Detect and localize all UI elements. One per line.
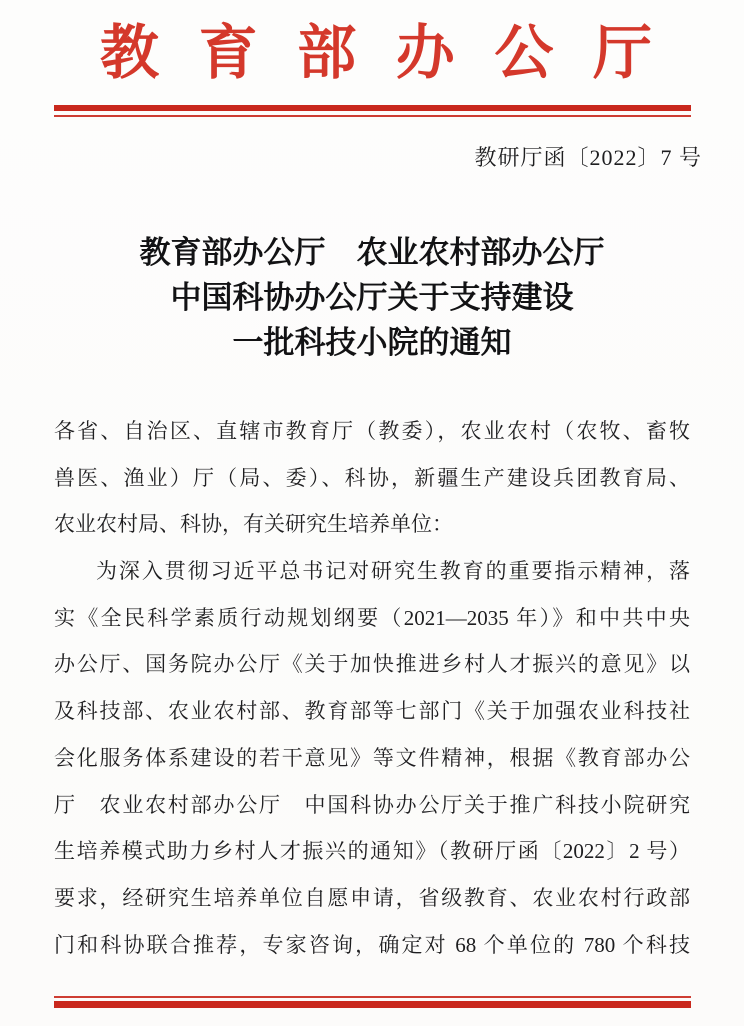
document-body <box>54 408 690 968</box>
body-line-3: 办公厅、国务院办公厅《关于加快推进乡村人才振兴的意见》以 <box>54 652 690 677</box>
notice-title-line-1: 教育部办公厅 农业农村部办公厅 <box>139 235 605 270</box>
footer-divider-thick-line <box>54 1001 691 1008</box>
footer-divider-thin-line <box>54 996 691 998</box>
body-line-1: 为深入贯彻习近平总书记对研究生教育的重要指示精神，落 <box>96 559 690 584</box>
letterhead-divider <box>54 105 691 117</box>
body-line-5: 会化服务体系建设的若干意见》等文件精神，根据《教育部办公 <box>54 745 690 770</box>
letterhead-agency-name: 教育部办公厅 <box>100 20 652 86</box>
notice-title-line-2: 中国科协办公厅关于支持建设 <box>170 280 574 315</box>
notice-title-line-3: 一批科技小院的通知 <box>232 325 512 360</box>
salutation-line-1: 各省、自治区、直辖市教育厅（教委），农业农村（农牧、畜牧 <box>54 419 690 443</box>
body-line-6: 厅 农业农村部办公厅 中国科协办公厅关于推广科技小院研究 <box>54 792 690 817</box>
body-line-7: 生培养模式助力乡村人才振兴的通知》（教研厅函〔2022〕2 号） <box>54 839 690 864</box>
footer-divider <box>54 996 691 1008</box>
body-line-9: 门和科协联合推荐，专家咨询，确定对 68 个单位的 780 个科技 <box>54 932 690 957</box>
notice-title <box>0 230 744 365</box>
salutation-line-2: 兽医、渔业）厅（局、委）、科协，新疆生产建设兵团教育局、 <box>54 465 690 490</box>
body-line-8: 要求，经研究生培养单位自愿申请，省级教育、农业农村行政部 <box>54 885 690 910</box>
body-line-2: 实《全民科学素质行动规划纲要（2021—2035 年）》和中共中央 <box>54 605 690 630</box>
salutation-line-3: 农业农村局、科协，有关研究生培养单位： <box>54 512 453 537</box>
body-line-4: 及科技部、农业农村部、教育部等七部门《关于加强农业科技社 <box>54 699 690 724</box>
document-number: 教研厅函〔2022〕7 号 <box>474 145 702 170</box>
letterhead-divider-thin-line <box>54 115 691 117</box>
